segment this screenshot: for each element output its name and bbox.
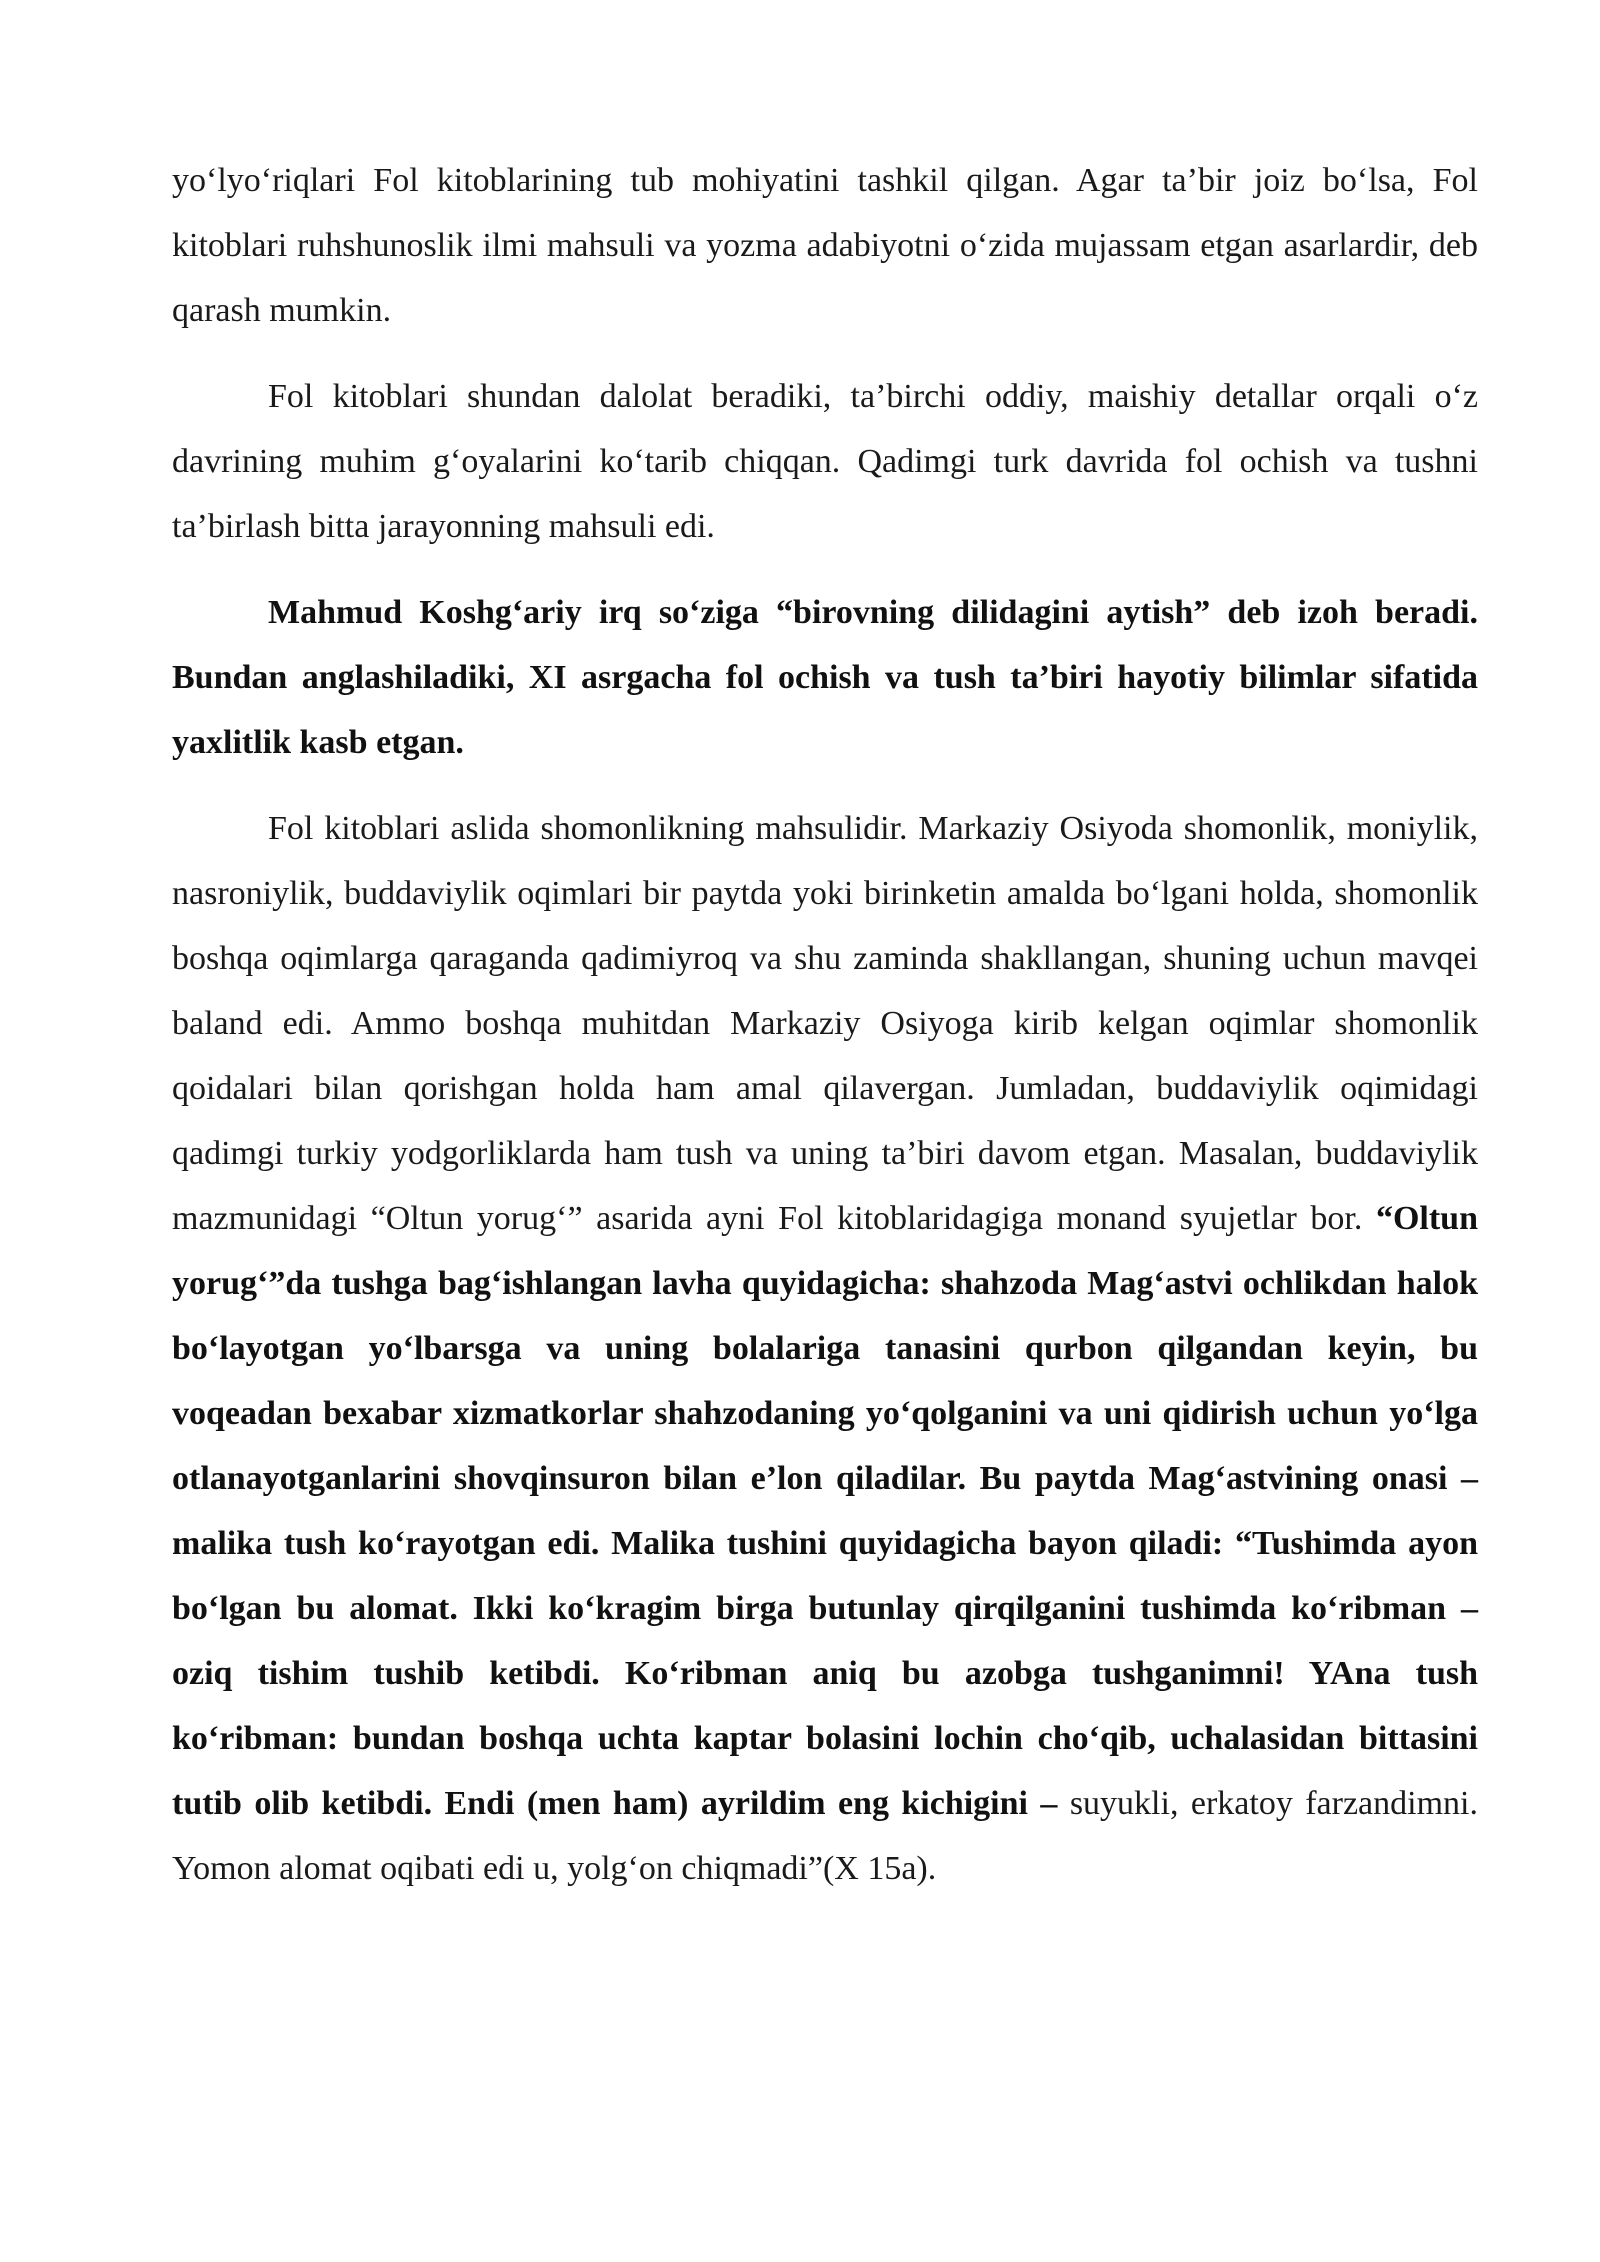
paragraph-1 [172, 148, 1478, 343]
paragraph-2-text: Fol kitoblari shundan dalolat beradiki, ta’birchi oddiy, maishiy detallar orqali o‘z davrining muhim g‘oyalarini ko‘tarib chiqqan. Qadimgi turk davrida fol ochish va tushni ta’birlash bitta jarayonning mahsuli edi. [172, 378, 1478, 545]
paragraph-1-text: yo‘lyo‘riqlari Fol kitoblarining tub mohiyatini tashkil qilgan. Agar ta’bir joiz bo‘lsa, Fol kitoblari ruhshunoslik ilmi mahsuli va yozma adabiyotni o‘zida mujassam etgan asarlardir, deb qarash mumkin. [172, 162, 1478, 329]
document-body [172, 148, 1478, 1922]
paragraph-2 [172, 364, 1478, 559]
paragraph-4-text-ending: suyukli, erkatoy farzandimni. Yomon alomat oqibati edi u, yolg‘on chiqmadi”(X 15a). [172, 1785, 1478, 1887]
paragraph-4-text-regular: Fol kitoblari aslida shomonlikning mahsulidir. Markaziy Osiyoda shomonlik, moniylik, nasroniylik, buddaviylik oqimlari bir paytda yoki birinketin amalda bo‘lgani holda, shomonlik boshqa oqimlarga qaraganda qadimiyroq va shu zaminda shakllangan, shuning uchun mavqei baland edi. Ammo boshqa muhitdan Markaziy Osiyoga kirib kelgan oqimlar shomonlik qoidalari bilan qorishgan holda ham amal qilavergan. Jumladan, buddaviylik oqimidagi qadimgi turkiy yodgorliklarda ham tush va uning ta’biri davom etgan. Masalan, buddaviylik mazmunidagi “Oltun yorug‘” asarida ayni Fol kitoblaridagiga monand syujetlar bor. [172, 810, 1478, 1237]
paragraph-3-text: Mahmud Koshg‘ariy irq so‘ziga “birovning dilidagini aytish” deb izoh beradi. Bundan anglashiladiki, XI asrgacha fol ochish va tush ta’biri hayotiy bilimlar sifatida yaxlitlik kasb etgan. [172, 594, 1478, 761]
paragraph-4 [172, 796, 1478, 1901]
paragraph-3-bold [172, 580, 1478, 775]
paragraph-4-text-bold: “Oltun yorug‘”da tushga bag‘ishlangan lavha quyidagicha: shahzoda Mag‘astvi ochlikdan halok bo‘layotgan yo‘lbarsga va uning bolalariga tanasini qurbon qilgandan keyin, bu voqeadan bexabar xizmatkorlar shahzodaning yo‘qolganini va uni qidirish uchun yo‘lga otlanayotganlarini shovqinsuron bilan e’lon qiladilar. Bu paytda Mag‘astvining onasi – malika tush ko‘rayotgan edi. Malika tushini quyidagicha bayon qiladi: “Tushimda ayon bo‘lgan bu alomat. Ikki ko‘kragim birga butunlay qirqilganini tushimda ko‘ribman – oziq tishim tushib ketibdi. Ko‘ribman aniq bu azobga tushganimni! YAna tush ko‘ribman: bundan boshqa uchta kaptar bolasini lochin cho‘qib, uchalasidan bittasini tutib olib ketibdi. Endi (men ham) ayrildim eng kichigini – [172, 1200, 1478, 1822]
